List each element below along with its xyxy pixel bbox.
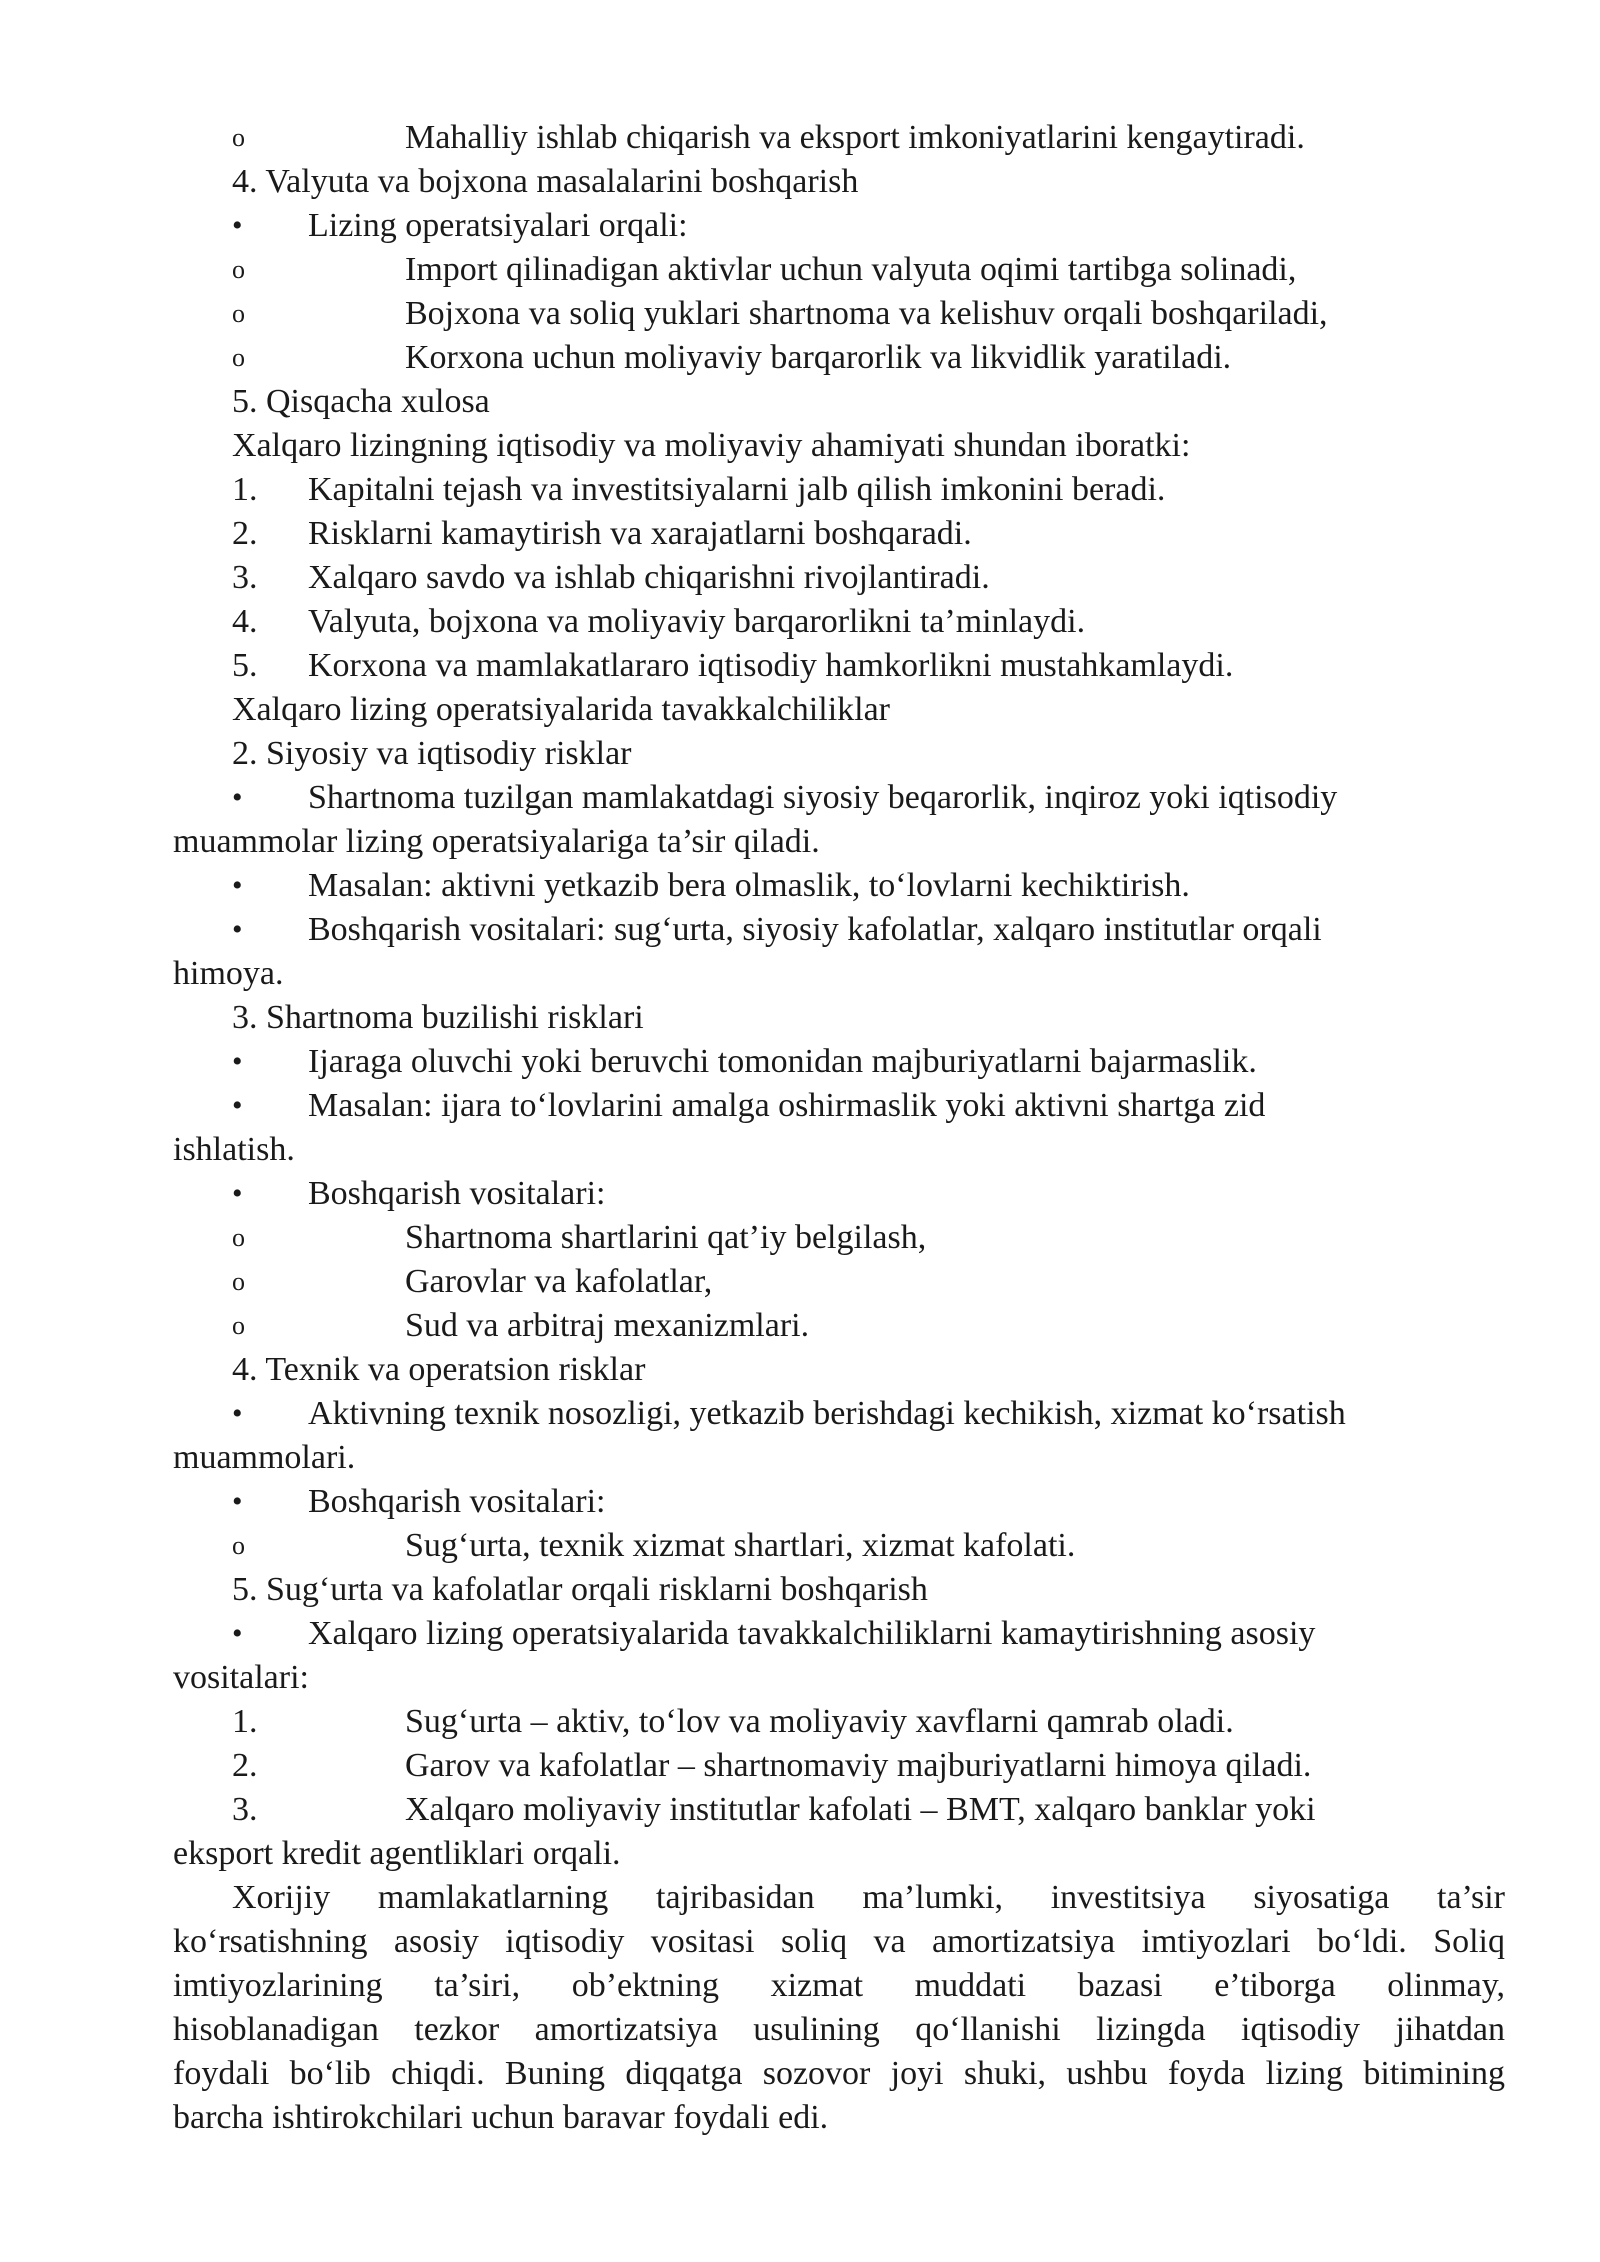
heading-text: Xalqaro lizing operatsiyalarida tavakkalchiliklar [232, 691, 891, 728]
list-item-text: Aktivning texnik nosozligi, yetkazib berishdagi kechikish, xizmat ko‘rsatish [308, 1395, 1346, 1432]
continuation-text: vositalari: [173, 1659, 309, 1696]
continuation-text: ishlatish. [173, 1131, 295, 1168]
list-item-text: Bojxona va soliq yuklari shartnoma va kelishuv orqali boshqariladi, [405, 295, 1328, 332]
paragraph-line [0, 2096, 1600, 2140]
heading-text: 2. Siyosiy va iqtisodiy risklar [232, 735, 632, 772]
list-number: 1. [232, 471, 258, 508]
list-item-text: Xalqaro moliyaviy institutlar kafolati – BMT, xalqaro banklar yoki [405, 1791, 1316, 1828]
list-item [0, 292, 1600, 336]
list-item [0, 1744, 1600, 1788]
list-item-text: Mahalliy ishlab chiqarish va eksport imkoniyatlarini kengaytiradi. [405, 119, 1305, 156]
list-item-continuation [0, 820, 1600, 864]
list-marker: o [232, 1531, 245, 1560]
list-number: 2. [232, 515, 258, 552]
list-number: 2. [232, 1747, 258, 1784]
list-item [0, 1040, 1600, 1084]
list-item [0, 864, 1600, 908]
bullet-marker: • [232, 1089, 243, 1122]
list-number: 5. [232, 647, 258, 684]
list-item [0, 1700, 1600, 1744]
list-marker: o [232, 123, 245, 152]
list-item [0, 248, 1600, 292]
paragraph-text: hisoblanadigan tezkor amortizatsiya usulining qo‘llanishi lizingda iqtisodiy jihatdan [173, 2011, 1505, 2048]
list-item-text: Boshqarish vositalari: [308, 1175, 606, 1212]
section-heading [0, 1568, 1600, 1612]
list-item [0, 776, 1600, 820]
list-number: 3. [232, 1791, 258, 1828]
heading-text: 3. Shartnoma buzilishi risklari [232, 999, 644, 1036]
heading-text: 5. Qisqacha xulosa [232, 383, 490, 420]
section-heading [0, 732, 1600, 776]
continuation-text: himoya. [173, 955, 284, 992]
list-item-continuation [0, 1656, 1600, 1700]
list-number: 1. [232, 1703, 258, 1740]
list-item-text: Boshqarish vositalari: sug‘urta, siyosiy kafolatlar, xalqaro institutlar orqali [308, 911, 1322, 948]
paragraph-text: ko‘rsatishning asosiy iqtisodiy vositasi soliq va amortizatsiya imtiyozlari bo‘ldi. Soliq [173, 1923, 1505, 1960]
list-item-text: Xalqaro lizing operatsiyalarida tavakkalchiliklarni kamaytirishning asosiy [308, 1615, 1316, 1652]
list-item [0, 908, 1600, 952]
list-item [0, 468, 1600, 512]
list-item-text: Xalqaro savdo va ishlab chiqarishni rivojlantiradi. [308, 559, 990, 596]
list-marker: o [232, 255, 245, 284]
list-number: 3. [232, 559, 258, 596]
list-item [0, 600, 1600, 644]
bullet-marker: • [232, 1177, 243, 1210]
bullet-marker: • [232, 913, 243, 946]
list-item-continuation [0, 952, 1600, 996]
list-item [0, 336, 1600, 380]
list-marker: o [232, 1311, 245, 1340]
list-marker: o [232, 1223, 245, 1252]
list-item-text: Masalan: ijara to‘lovlarini amalga oshirmaslik yoki aktivni shartga zid [308, 1087, 1266, 1124]
list-item-text: Lizing operatsiyalari orqali: [308, 207, 688, 244]
paragraph-line [0, 1876, 1600, 1920]
paragraph-line [0, 2008, 1600, 2052]
section-heading [0, 380, 1600, 424]
bullet-marker: • [232, 1397, 243, 1430]
list-item [0, 1788, 1600, 1832]
section-heading [0, 160, 1600, 204]
list-item-text: Sug‘urta, texnik xizmat shartlari, xizmat kafolati. [405, 1527, 1076, 1564]
paragraph-line [0, 424, 1600, 468]
bullet-marker: • [232, 869, 243, 902]
list-item-text: Sud va arbitraj mexanizmlari. [405, 1307, 810, 1344]
list-item [0, 1480, 1600, 1524]
bullet-marker: • [232, 1045, 243, 1078]
list-item-text: Ijaraga oluvchi yoki beruvchi tomonidan majburiyatlarni bajarmaslik. [308, 1043, 1257, 1080]
bullet-marker: • [232, 1617, 243, 1650]
bullet-marker: • [232, 1485, 243, 1518]
list-item-text: Korxona va mamlakatlararo iqtisodiy hamkorlikni mustahkamlaydi. [308, 647, 1234, 684]
continuation-text: muammolar lizing operatsiyalariga ta’sir qiladi. [173, 823, 820, 860]
paragraph-text: barcha ishtirokchilari uchun baravar foydali edi. [173, 2099, 829, 2136]
list-item-text: Garov va kafolatlar – shartnomaviy majburiyatlarni himoya qiladi. [405, 1747, 1312, 1784]
list-item-text: Risklarni kamaytirish va xarajatlarni boshqaradi. [308, 515, 972, 552]
list-item [0, 204, 1600, 248]
list-item [0, 556, 1600, 600]
list-item-text: Boshqarish vositalari: [308, 1483, 606, 1520]
list-item [0, 1216, 1600, 1260]
bullet-marker: • [232, 781, 243, 814]
list-item-continuation [0, 1128, 1600, 1172]
list-item-text: Garovlar va kafolatlar, [405, 1263, 713, 1300]
paragraph-line [0, 1964, 1600, 2008]
list-item [0, 1172, 1600, 1216]
list-item [0, 1304, 1600, 1348]
section-heading [0, 1348, 1600, 1392]
list-item [0, 1084, 1600, 1128]
list-item-continuation [0, 1436, 1600, 1480]
list-item-text: Valyuta, bojxona va moliyaviy barqarorlikni ta’minlaydi. [308, 603, 1086, 640]
list-item-text: Sug‘urta – aktiv, to‘lov va moliyaviy xavflarni qamrab oladi. [405, 1703, 1234, 1740]
list-number: 4. [232, 603, 258, 640]
list-item-text: Shartnoma shartlarini qat’iy belgilash, [405, 1219, 927, 1256]
continuation-text: eksport kredit agentliklari orqali. [173, 1835, 621, 1872]
list-marker: o [232, 343, 245, 372]
list-item [0, 116, 1600, 160]
list-item-text: Import qilinadigan aktivlar uchun valyuta oqimi tartibga solinadi, [405, 251, 1297, 288]
list-item [0, 512, 1600, 556]
heading-text: 5. Sug‘urta va kafolatlar orqali risklarni boshqarish [232, 1571, 928, 1608]
paragraph-line [0, 2052, 1600, 2096]
list-item-text: Kapitalni tejash va investitsiyalarni jalb qilish imkonini beradi. [308, 471, 1166, 508]
paragraph-text: Xalqaro lizingning iqtisodiy va moliyaviy ahamiyati shundan iboratki: [232, 427, 1191, 464]
continuation-text: muammolari. [173, 1439, 356, 1476]
bullet-marker: • [232, 209, 243, 242]
list-item-text: Shartnoma tuzilgan mamlakatdagi siyosiy beqarorlik, inqiroz yoki iqtisodiy [308, 779, 1338, 816]
paragraph-text: imtiyozlarining ta’siri, ob’ektning xizmat muddati bazasi e’tiborga olinmay, [173, 1967, 1505, 2004]
section-heading [0, 688, 1600, 732]
list-item [0, 1524, 1600, 1568]
paragraph-text: Xorijiy mamlakatlarning tajribasidan ma’lumki, investitsiya siyosatiga ta’sir [232, 1879, 1505, 1916]
section-heading [0, 996, 1600, 1040]
paragraph-text: foydali bo‘lib chiqdi. Buning diqqatga sozovor joyi shuki, ushbu foyda lizing bitimining [173, 2055, 1505, 2092]
list-item-text: Masalan: aktivni yetkazib bera olmaslik, to‘lovlarni kechiktirish. [308, 867, 1190, 904]
list-marker: o [232, 1267, 245, 1296]
list-item [0, 1260, 1600, 1304]
list-item-text: Korxona uchun moliyaviy barqarorlik va likvidlik yaratiladi. [405, 339, 1232, 376]
list-item [0, 1612, 1600, 1656]
list-item-continuation [0, 1832, 1600, 1876]
list-item [0, 644, 1600, 688]
heading-text: 4. Texnik va operatsion risklar [232, 1351, 646, 1388]
paragraph-line [0, 1920, 1600, 1964]
list-marker: o [232, 299, 245, 328]
heading-text: 4. Valyuta va bojxona masalalarini boshqarish [232, 163, 859, 200]
list-item [0, 1392, 1600, 1436]
